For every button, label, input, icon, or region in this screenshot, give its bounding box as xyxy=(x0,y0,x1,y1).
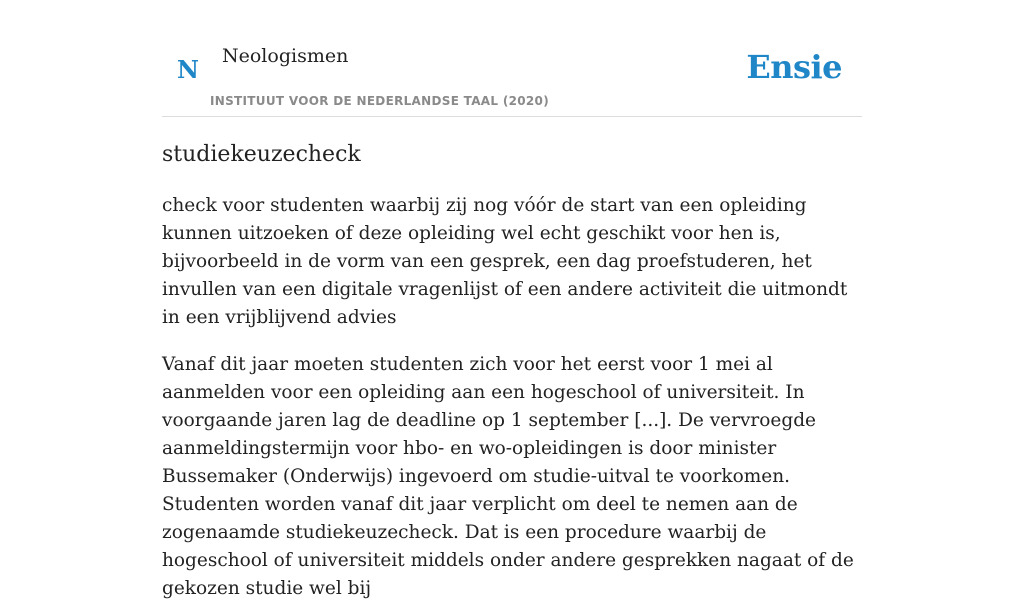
entry-example-quote: Vanaf dit jaar moeten studenten zich voor het eerst voor 1 mei al aanmelden voor een opleiding aan een hogeschool of universiteit. In voorgaande jaren lag de deadline op 1 september [...]. De vervroegde aanmeldingstermijn voor hbo- en wo-opleidingen is door minister Bussemaker (Onderwijs) ingevoerd om studie-uitval te voorkomen. Studenten worden vanaf dit jaar verplicht om deel te nemen aan de zogenaamde studiekeuzecheck. Dat is een procedure waarbij de hogeschool of universiteit middels onder andere gesprekken nagaat of de gekozen studie wel bij xyxy=(162,354,854,599)
ensie-logo[interactable]: Ensie xyxy=(746,48,842,86)
entry-definition: check voor studenten waarbij zij nog vóór de start van een opleiding kunnen uitzoeken of deze opleiding wel echt geschikt voor hen is, bijvoorbeeld in de vorm van een gesprek, een dag proefstuderen, het invullen van een digitale vragenlijst of een andere activiteit die uitmondt in een vrijblijvend advies xyxy=(162,195,848,328)
source-title[interactable]: Neologismen xyxy=(222,45,349,67)
source-header xyxy=(162,0,862,117)
source-publisher: INSTITUUT VOOR DE NEDERLANDSE TAAL (2020) xyxy=(210,94,549,108)
source-initial-icon: N xyxy=(177,55,199,84)
entry-headword: studiekeuzecheck xyxy=(162,142,361,167)
entry-content xyxy=(162,140,862,603)
